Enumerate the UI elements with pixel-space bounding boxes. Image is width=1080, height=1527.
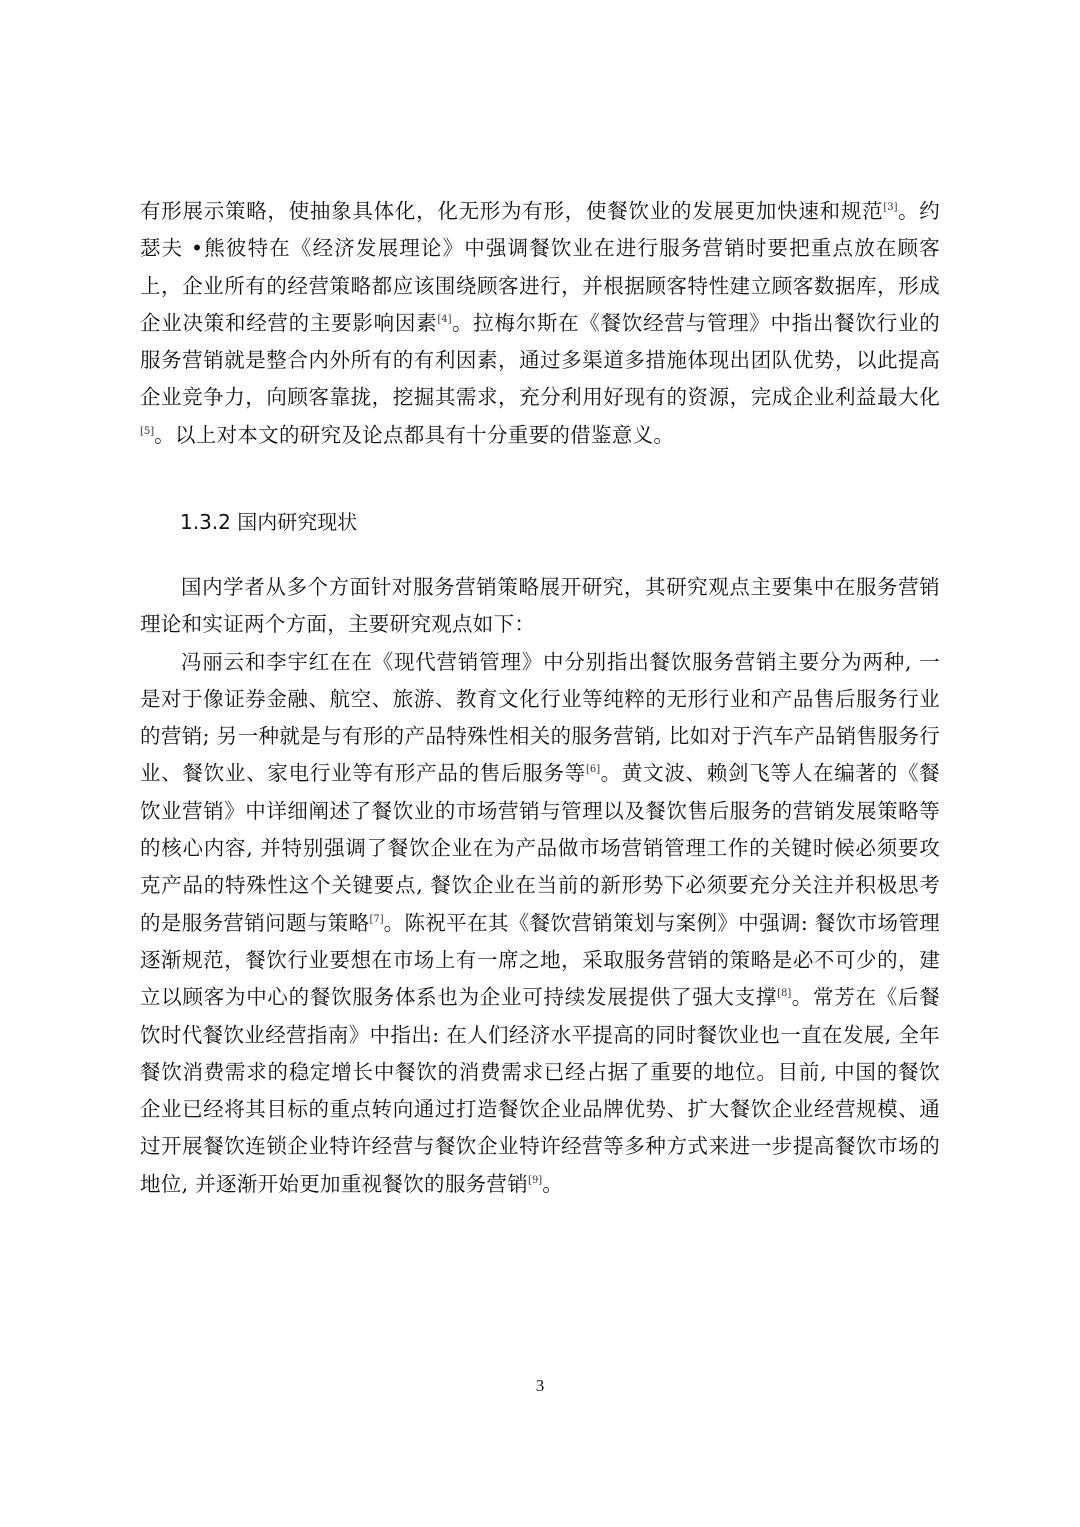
text-segment: 有形展示策略，使抽象具体化，化无形为有形，使餐饮业的发展更加快速和规范 <box>140 199 884 223</box>
page-number: 3 <box>535 1376 545 1395</box>
citation-4: [4] <box>437 314 452 326</box>
section-heading: 1.3.2 国内研究现状 <box>180 510 358 534</box>
text-segment: 。 <box>542 1171 564 1196</box>
citation-5: [5] <box>140 425 155 437</box>
text-segment: 。拉梅尔斯在《餐饮经营与管理》中指出餐饮行业的服务营销就是整合内外所有的有利因素，通过多渠道多措施体现出团队优势，以此提高企业竞争力，向顾客靠拢，挖掘其需求，充分利用好现有的资源，完成企业利益最大化 <box>140 310 940 410</box>
domestic-research-body <box>140 569 940 1203</box>
text-segment: 冯丽云和李宇红在在《现代营销管理》中分别指出餐饮服务营销主要分为两种, 一是对于像证券金融、航空、旅游、教育文化行业等纯粹的无形行业和产品售后服务行业的营销; 另一种就是与有形的产品特殊性相关的服务营销, 比如对于汽车产品销售服务行业、餐饮业、家电行业等有形产品的售后服务等 <box>140 649 940 786</box>
text-segment: 。常芳在《后餐饮时代餐饮业经营指南》中指出: 在人们经济水平提高的同时餐饮业也一直在发展, 全年餐饮消费需求的稳定增长中餐饮的消费需求已经占据了重要的地位。目前, 中国的餐饮企业已经将其目标的重点转向通过打造餐饮企业品牌优势、扩大餐饮企业经营规模、通过开展餐饮连锁企业特许经营与餐饮企业特许经营等多种方式来进一步提高餐饮市场的地位, 并逐渐开始更加重视餐饮的服务营销 <box>140 985 940 1196</box>
paragraph-scholars <box>140 644 940 1203</box>
citation-9: [9] <box>528 1174 543 1186</box>
paragraph-foreign-research <box>140 193 940 454</box>
text-segment: 。约瑟夫 •熊彼特在《经济发展理论》中强调餐饮业在进行服务营销时要把重点放在顾客上，企业所有的经营策略都应该围绕顾客进行，并根据顾客特性建立顾客数据库，形成企业决策和经营的主要影响因素 <box>140 199 940 335</box>
citation-8: [8] <box>777 988 792 1000</box>
text-segment: 。以上对本文的研究及论点都具有十分重要的借鉴意义。 <box>154 422 675 447</box>
citation-6: [6] <box>586 764 601 776</box>
text-segment: 。黄文波、赖剑飞等人在编著的《餐饮业营销》中详细阐述了餐饮业的市场营销与管理以及餐饮售后服务的营销发展策略等的核心内容, 并特别强调了餐饮企业在为产品做市场营销管理工作的关键时候必须要攻克产品的特殊性这个关键要点, 餐饮企业在当前的新形势下必须要充分关注并积极思考的是服务营销问题与策略 <box>140 761 940 935</box>
citation-7: [7] <box>369 913 384 925</box>
paragraph-intro: 国内学者从多个方面针对服务营销策略展开研究，其研究观点主要集中在服务营销理论和实证两个方面，主要研究观点如下： <box>140 575 940 637</box>
text-segment: 。陈祝平在其《餐饮营销策划与案例》中强调: 餐饮市场管理逐渐规范，餐饮行业要想在市场上有一席之地，采取服务营销的策略是必不可少的，建立以顾客为中心的餐饮服务体系也为企业可持续发展提供了强大支撑 <box>140 910 940 1010</box>
citation-3: [3] <box>883 202 898 214</box>
